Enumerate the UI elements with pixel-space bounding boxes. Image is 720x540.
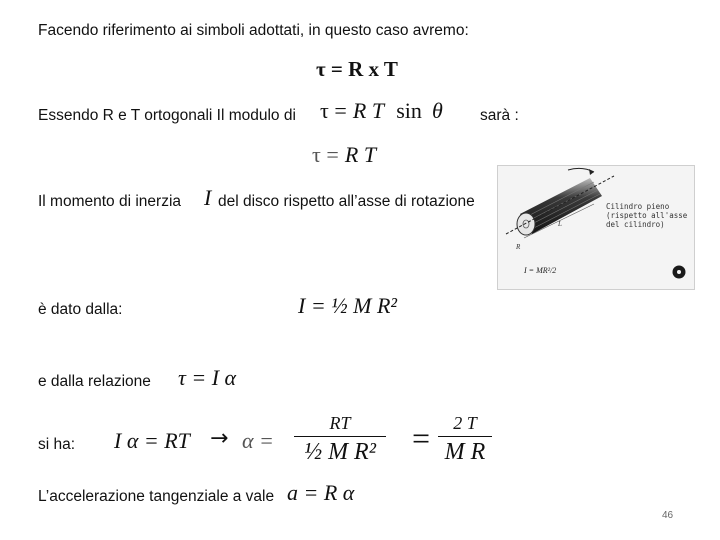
acceleration-formula: a = R α bbox=[287, 480, 355, 505]
sara-text: sarà : bbox=[480, 107, 519, 124]
figure-formula: I = MR²/2 bbox=[524, 266, 557, 275]
inertia-formula: I = ½ M R² bbox=[298, 293, 398, 318]
svg-text:R: R bbox=[516, 243, 521, 251]
svg-text:L: L bbox=[558, 220, 562, 228]
torque-inertia-formula: τ = I α bbox=[178, 365, 237, 390]
fraction-rt-denominator: ½ M R² bbox=[304, 439, 376, 465]
fraction-rt-numerator: RT bbox=[329, 413, 351, 433]
torque-rhs: R T bbox=[352, 98, 385, 123]
alpha-equals: α = bbox=[242, 428, 274, 453]
fraction-rt bbox=[294, 413, 386, 466]
dato-dalla-text: è dato dalla: bbox=[38, 301, 123, 318]
acceleration-text: L’accelerazione tangenziale a vale bbox=[38, 488, 275, 505]
cross-product-equation: τ = R x T bbox=[316, 57, 398, 81]
theta-symbol: θ bbox=[432, 98, 443, 123]
inertia-text-suffix: del disco rispetto all’asse di rotazione bbox=[218, 193, 475, 210]
orthogonal-text: Essendo R e T ortogonali Il modulo di bbox=[38, 107, 296, 124]
inertia-text-prefix: Il momento di inerzia bbox=[38, 193, 182, 210]
torque-eq-lhs: τ = bbox=[312, 142, 339, 167]
cylinder-figure bbox=[497, 165, 695, 290]
fraction-2t-numerator: 2 T bbox=[453, 413, 477, 433]
relazione-text: e dalla relazione bbox=[38, 373, 151, 390]
torque-eq-rhs: R T bbox=[344, 142, 377, 167]
i-alpha-formula: I α = RT bbox=[114, 428, 190, 453]
si-ha-text: si ha: bbox=[38, 436, 76, 453]
fraction-2t-bar bbox=[438, 436, 492, 437]
fraction-rt-bar bbox=[294, 436, 386, 437]
fraction-2t-denominator: M R bbox=[444, 439, 486, 465]
implies-arrow: → bbox=[210, 426, 229, 451]
sin-function: sin bbox=[396, 98, 422, 123]
equals-sign: = bbox=[412, 420, 431, 456]
figure-caption: Cilindro pieno (rispetto all'asse del cilindro) bbox=[606, 202, 688, 229]
torque-modulus-formula bbox=[320, 98, 443, 124]
inertia-symbol: I bbox=[204, 185, 212, 210]
intro-text: Facendo riferimento ai simboli adottati, in questo caso avremo: bbox=[38, 22, 469, 39]
torque-equation bbox=[312, 142, 376, 168]
page-number: 46 bbox=[662, 510, 674, 521]
fraction-2t bbox=[438, 413, 492, 466]
torque-lhs: τ = bbox=[320, 98, 347, 123]
